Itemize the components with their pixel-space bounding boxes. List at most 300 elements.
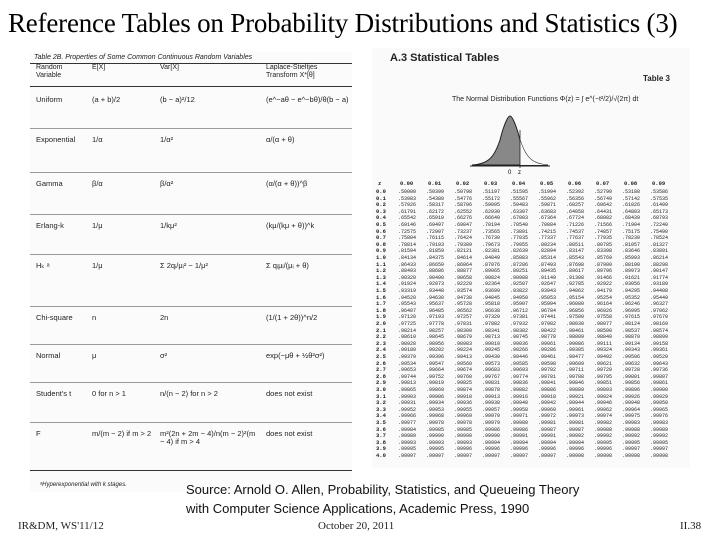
phi-value: .92922 xyxy=(594,281,613,288)
phi-value: .99674 xyxy=(454,367,473,374)
phi-value: .97320 xyxy=(482,314,501,321)
cell-mean: 1/μ xyxy=(92,261,103,270)
phi-value: .99865 xyxy=(398,387,417,393)
phi-value: .92507 xyxy=(510,281,529,288)
phi-value: .83398 xyxy=(594,248,613,255)
cell-var: m²(2n + 2m − 4)/n(m − 2)²(m − 4) if m > 4 xyxy=(160,429,256,446)
z-value: 0.4 xyxy=(376,214,386,222)
column-header: 0.00 xyxy=(400,180,414,187)
phi-value: .87076 xyxy=(482,261,501,268)
table-row-divider xyxy=(30,382,352,383)
phi-value: .99202 xyxy=(426,347,445,354)
phi-value: .79389 xyxy=(454,241,473,248)
z-value: 1.6 xyxy=(376,293,386,301)
phi-value: .83646 xyxy=(622,248,641,255)
phi-value: .91466 xyxy=(594,274,613,281)
phi-value: .92647 xyxy=(538,281,557,288)
phi-value: .99994 xyxy=(538,439,557,446)
axis-z-label: z xyxy=(518,170,521,176)
phi-value: .99995 xyxy=(398,446,417,453)
phi-value: .81057 xyxy=(622,241,641,248)
cell-lst: (α/(α + θ))^β xyxy=(266,179,308,188)
cell-name: Erlang-k xyxy=(36,221,64,230)
phi-value: .99987 xyxy=(566,426,585,433)
table-row-divider xyxy=(30,344,352,345)
phi-value: .99752 xyxy=(426,373,445,380)
phi-value: .99938 xyxy=(482,400,501,407)
phi-value: .94520 xyxy=(398,294,417,301)
phi-value: .71566 xyxy=(594,222,613,228)
phi-value: .98645 xyxy=(426,334,445,341)
phi-value: .89065 xyxy=(482,268,501,275)
z-value: 2.9 xyxy=(376,379,386,387)
cell-lst: does not exist xyxy=(266,389,313,398)
phi-value: .99903 xyxy=(398,393,417,400)
phi-value: .91621 xyxy=(622,274,641,281)
phi-value: .99994 xyxy=(482,439,501,446)
z-value: 3.1 xyxy=(376,392,386,400)
phi-value: .81327 xyxy=(650,241,669,248)
phi-value: .99992 xyxy=(622,433,641,440)
phi-value: .99430 xyxy=(482,354,501,360)
phi-value: .99989 xyxy=(650,426,669,433)
phi-value: .99997 xyxy=(622,446,641,453)
phi-value: .99693 xyxy=(510,367,529,374)
phi-value: .99324 xyxy=(594,347,613,354)
phi-value: .99760 xyxy=(454,373,473,380)
phi-value: .95543 xyxy=(398,301,417,308)
phi-value: .99955 xyxy=(454,406,473,413)
phi-value: .80785 xyxy=(594,241,613,248)
phi-value: .97257 xyxy=(454,314,473,321)
phi-value: .99976 xyxy=(650,413,669,420)
phi-value: .99991 xyxy=(538,433,557,440)
phi-value: .99305 xyxy=(566,347,585,354)
phi-value: .80234 xyxy=(538,241,557,248)
phi-value: .99982 xyxy=(594,420,613,426)
phi-value: .96995 xyxy=(622,307,641,314)
phi-value: .61409 xyxy=(650,202,669,209)
table-rule xyxy=(30,470,352,471)
cell-var: (b − a)²/12 xyxy=(160,95,195,104)
phi-value: .99910 xyxy=(454,393,473,400)
cell-name: Student's t xyxy=(36,389,72,398)
footer-date: October 20, 2011 xyxy=(318,520,395,532)
cell-lst: α/(α + θ) xyxy=(266,135,295,144)
phi-value: .86433 xyxy=(398,261,417,268)
phi-value: .99720 xyxy=(594,367,613,374)
phi-value: .99010 xyxy=(482,340,501,347)
phi-value: .99573 xyxy=(482,360,501,367)
phi-value: .99964 xyxy=(622,406,641,413)
phi-value: .99998 xyxy=(594,453,613,459)
phi-value: .78230 xyxy=(622,235,641,242)
phi-value: .99889 xyxy=(566,387,585,393)
phi-value: .95053 xyxy=(538,294,557,301)
phi-value: .99993 xyxy=(398,439,417,446)
phi-value: .65173 xyxy=(650,208,669,215)
phi-value: .99980 xyxy=(510,420,529,426)
phi-value: .97500 xyxy=(566,314,585,321)
phi-value: .97778 xyxy=(426,321,445,327)
phi-value: .99245 xyxy=(482,347,501,354)
phi-value: .99774 xyxy=(510,373,529,380)
phi-value: .99061 xyxy=(538,340,557,347)
phi-value: .99906 xyxy=(426,393,445,400)
phi-value: .99396 xyxy=(426,354,445,360)
z-value: 1.2 xyxy=(376,267,386,275)
header-mean: E[X] xyxy=(92,64,106,71)
phi-value: .99983 xyxy=(650,420,669,426)
phi-value: .99934 xyxy=(426,400,445,407)
phi-value: .84614 xyxy=(454,255,473,261)
phi-value: .61791 xyxy=(398,208,417,215)
cell-mean: m/(m − 2) if m > 2 xyxy=(92,429,152,438)
phi-value: .95254 xyxy=(594,294,613,301)
phi-value: .79103 xyxy=(426,241,445,248)
z-value: 0.9 xyxy=(376,247,386,255)
phi-value: .97725 xyxy=(398,321,417,327)
phi-value: .62172 xyxy=(426,208,445,215)
phi-value: .93943 xyxy=(538,288,557,294)
phi-value: .97441 xyxy=(538,314,557,321)
cell-name: Chi-square xyxy=(36,313,73,322)
phi-value: .99598 xyxy=(538,360,557,367)
phi-value: .99819 xyxy=(426,380,445,387)
z-value: 1.1 xyxy=(376,260,386,268)
phi-value: .93699 xyxy=(482,288,501,294)
z-value: 2.4 xyxy=(376,346,386,354)
phi-value: .99744 xyxy=(398,373,417,380)
z-value: 0.7 xyxy=(376,234,386,242)
phi-value: .96246 xyxy=(622,301,641,308)
phi-value: .99900 xyxy=(650,387,669,393)
phi-value: .98214 xyxy=(398,327,417,334)
phi-value: .97128 xyxy=(398,314,417,321)
phi-value: .54380 xyxy=(426,195,445,202)
phi-value: .94295 xyxy=(622,288,641,294)
z-value: 2.8 xyxy=(376,372,386,380)
phi-value: .99841 xyxy=(538,380,557,387)
phi-value: .99547 xyxy=(426,360,445,367)
column-header: 0.04 xyxy=(512,180,526,187)
phi-value: .61026 xyxy=(622,202,641,209)
phi-value: .99996 xyxy=(594,446,613,453)
column-header: z xyxy=(378,180,382,187)
phi-value: .99736 xyxy=(650,367,669,374)
phi-value: .82121 xyxy=(454,248,473,255)
phi-value: .96327 xyxy=(650,301,669,308)
phi-value: .97381 xyxy=(510,314,529,321)
phi-value: .86214 xyxy=(650,255,669,261)
phi-value: .63683 xyxy=(538,208,557,215)
phi-value: .99379 xyxy=(398,354,417,360)
phi-value: .99997 xyxy=(538,453,557,459)
phi-value: .88877 xyxy=(454,268,473,275)
phi-value: .99977 xyxy=(398,420,417,426)
phi-value: .96562 xyxy=(454,307,473,314)
cell-lst: (1/(1 + 2θ))^n/2 xyxy=(266,313,318,322)
header-variance: Var[X] xyxy=(160,64,179,71)
phi-value: .60642 xyxy=(594,202,613,209)
phi-value: .87286 xyxy=(510,261,529,268)
phi-value: .99807 xyxy=(650,373,669,380)
phi-value: .99836 xyxy=(510,380,529,387)
phi-value: .95994 xyxy=(538,301,557,308)
phi-value: .99998 xyxy=(622,453,641,459)
phi-value: .81594 xyxy=(398,248,417,255)
phi-value: .64431 xyxy=(594,208,613,215)
phi-value: .99506 xyxy=(622,354,641,360)
phi-value: .99343 xyxy=(622,347,641,354)
source-line-1: Source: Arnold O. Allen, Probability, Statistics, and Queueing Theory xyxy=(186,482,580,497)
phi-value: .84134 xyxy=(398,255,417,261)
phi-value: .83891 xyxy=(650,248,669,255)
z-value: 1.3 xyxy=(376,273,386,281)
phi-value: .99969 xyxy=(454,413,473,420)
phi-value: .59483 xyxy=(510,202,529,209)
phi-value: .99825 xyxy=(454,380,473,387)
phi-value: .99974 xyxy=(594,413,613,420)
z-value: 3.3 xyxy=(376,405,386,413)
phi-value: .96485 xyxy=(426,307,445,314)
cell-var: 2n xyxy=(160,313,169,322)
phi-value: .90147 xyxy=(650,268,669,275)
phi-value: .99993 xyxy=(454,439,473,446)
phi-value: .99492 xyxy=(594,354,613,360)
phi-value: .99994 xyxy=(566,439,585,446)
phi-value: .99984 xyxy=(398,426,417,433)
phi-value: .69497 xyxy=(426,222,445,228)
cell-lst: (e^−aθ − e^−bθ)/θ(b − a) xyxy=(266,95,349,104)
phi-value: .96407 xyxy=(398,307,417,314)
z-value: 2.7 xyxy=(376,366,386,374)
z-value: 1.5 xyxy=(376,287,386,294)
phi-value: .63307 xyxy=(510,208,529,215)
source-citation xyxy=(186,480,706,518)
phi-value: .99981 xyxy=(566,420,585,426)
phi-value: .95818 xyxy=(482,301,501,308)
phi-value: .90490 xyxy=(426,274,445,281)
table-row-divider xyxy=(30,254,352,255)
phi-value: .87900 xyxy=(594,261,613,268)
phi-value: .99968 xyxy=(426,413,445,420)
phi-value: .99960 xyxy=(538,406,557,413)
phi-value: .75175 xyxy=(622,228,641,235)
table-row-divider xyxy=(30,214,352,215)
phi-value: .92073 xyxy=(426,281,445,288)
phi-value: .99913 xyxy=(482,393,501,400)
phi-value: .97831 xyxy=(454,321,473,327)
phi-value: .73237 xyxy=(454,228,473,235)
phi-value: .86864 xyxy=(454,261,473,268)
phi-value: .94062 xyxy=(566,288,585,294)
normal-distribution-table xyxy=(372,48,690,468)
phi-value: .99520 xyxy=(650,354,669,360)
phi-value: .59095 xyxy=(482,202,501,209)
phi-value: .99986 xyxy=(482,426,501,433)
table-row-divider xyxy=(30,172,352,173)
phi-value: .99918 xyxy=(538,393,557,400)
phi-value: .99978 xyxy=(426,420,445,426)
phi-value: .98574 xyxy=(650,327,669,334)
phi-value: .98300 xyxy=(454,327,473,334)
phi-value: .66276 xyxy=(454,215,473,222)
phi-value: .99988 xyxy=(622,426,641,433)
phi-value: .77637 xyxy=(566,235,585,242)
phi-value: .53586 xyxy=(650,189,669,195)
phi-value: .94179 xyxy=(594,288,613,294)
phi-value: .99996 xyxy=(510,446,529,453)
phi-value: .56356 xyxy=(566,195,585,202)
phi-value: .77935 xyxy=(594,235,613,242)
phi-value: .65910 xyxy=(426,215,445,222)
header-transform: Laplace-Stieltjes Transform X*[θ] xyxy=(266,64,318,79)
phi-value: .99767 xyxy=(482,373,501,380)
phi-value: .99994 xyxy=(510,439,529,446)
phi-value: .91308 xyxy=(566,274,585,281)
phi-value: .98713 xyxy=(482,334,501,341)
phi-value: .98500 xyxy=(594,327,613,334)
phi-value: .99801 xyxy=(622,373,641,380)
phi-value: .99989 xyxy=(398,433,417,440)
phi-value: .70540 xyxy=(510,222,529,228)
cell-name: Gamma xyxy=(36,179,63,188)
phi-value: .90320 xyxy=(398,274,417,281)
phi-value: .99940 xyxy=(510,400,529,407)
phi-value: .76424 xyxy=(454,235,473,242)
phi-value: .99973 xyxy=(566,413,585,420)
phi-value: .53983 xyxy=(398,195,417,202)
phi-value: .99997 xyxy=(650,446,669,453)
phi-value: .99991 xyxy=(510,433,529,440)
phi-value: .68793 xyxy=(650,215,669,222)
phi-value: .68082 xyxy=(594,215,613,222)
phi-value: .99728 xyxy=(622,367,641,374)
phi-value: .88298 xyxy=(650,261,669,268)
phi-value: .70884 xyxy=(538,222,557,228)
phi-value: .99961 xyxy=(566,406,585,413)
phi-value: .55962 xyxy=(538,195,557,202)
phi-value: .99893 xyxy=(594,387,613,393)
phi-value: .80511 xyxy=(566,241,585,248)
phi-value: .50798 xyxy=(454,189,473,195)
phi-value: .78524 xyxy=(650,235,669,242)
phi-value: .94408 xyxy=(650,288,669,294)
phi-value: .82894 xyxy=(538,248,557,255)
cell-lst: (kμ/(kμ + θ))^k xyxy=(266,221,315,230)
phi-value: .99946 xyxy=(594,400,613,407)
phi-value: .99477 xyxy=(566,354,585,360)
footer-course: IR&DM, WS'11/12 xyxy=(18,520,104,532)
phi-value: .98679 xyxy=(454,334,473,341)
phi-value: .99992 xyxy=(566,433,585,440)
phi-value: .92364 xyxy=(482,281,501,288)
phi-value: .99846 xyxy=(566,380,585,387)
cell-lst: does not exist xyxy=(266,429,313,438)
phi-value: .99971 xyxy=(510,413,529,420)
phi-value: .99985 xyxy=(454,426,473,433)
phi-value: .99958 xyxy=(510,406,529,413)
source-line-2: with Computer Science Applications, Academic Press, 1990 xyxy=(186,501,530,516)
phi-value: .99831 xyxy=(482,380,501,387)
plot-label: The Normal Distribution Functions Φ(z) = ∫ e^(−t²/2)/√(2π) dt xyxy=(452,96,639,103)
phi-value: .99972 xyxy=(538,413,557,420)
phi-value: .99702 xyxy=(538,367,557,374)
z-value: 0.8 xyxy=(376,240,386,248)
phi-value: .89796 xyxy=(594,268,613,275)
cell-mean: μ xyxy=(92,351,97,360)
phi-value: .99882 xyxy=(510,387,529,393)
phi-value: .99997 xyxy=(426,453,445,459)
phi-value: .99851 xyxy=(594,380,613,387)
phi-value: .67003 xyxy=(510,215,529,222)
phi-value: .97062 xyxy=(650,307,669,314)
z-value: 1.9 xyxy=(376,313,386,321)
z-value: 1.0 xyxy=(376,254,386,261)
cell-name: Hₖ ᵃ xyxy=(36,261,50,270)
phi-value: .99931 xyxy=(398,400,417,407)
phi-value: .75490 xyxy=(650,228,669,235)
phi-value: .99446 xyxy=(510,354,529,360)
phi-value: .97558 xyxy=(594,314,613,321)
phi-value: .93319 xyxy=(398,288,417,294)
phi-value: .96164 xyxy=(594,301,613,308)
axis-zero-label: 0 xyxy=(508,170,512,176)
phi-value: .88686 xyxy=(426,268,445,275)
z-value: 3.7 xyxy=(376,432,386,440)
phi-value: .99926 xyxy=(622,393,641,400)
z-value: 3.5 xyxy=(376,419,386,426)
phi-value: .93056 xyxy=(622,281,641,288)
phi-value: .99942 xyxy=(538,400,557,407)
phi-value: .66640 xyxy=(482,215,501,222)
z-value: 4.0 xyxy=(376,452,386,459)
slide-title: Reference Tables on Probability Distributions and Statistics (3) xyxy=(8,8,678,38)
phi-value: .95154 xyxy=(566,294,585,301)
phi-value: .99874 xyxy=(454,387,473,393)
phi-value: .88100 xyxy=(622,261,641,268)
phi-value: .95637 xyxy=(426,301,445,308)
phi-value: .64803 xyxy=(622,208,641,215)
phi-value: .88493 xyxy=(398,268,417,275)
phi-value: .50000 xyxy=(398,189,417,195)
phi-value: .99996 xyxy=(482,446,501,453)
phi-value: .52790 xyxy=(594,189,613,195)
phi-value: .99461 xyxy=(538,354,557,360)
phi-value: .98983 xyxy=(454,340,473,347)
phi-value: .99361 xyxy=(650,347,669,354)
phi-value: .98077 xyxy=(594,321,613,327)
phi-value: .99878 xyxy=(482,387,501,393)
phi-value: .85543 xyxy=(566,255,585,261)
cell-var: 1/α² xyxy=(160,135,174,144)
phi-value: .99985 xyxy=(426,426,445,433)
z-value: 3.9 xyxy=(376,445,386,453)
table-row-divider xyxy=(30,128,352,129)
phi-value: .74857 xyxy=(594,228,613,235)
phi-value: .99856 xyxy=(622,380,641,387)
phi-value: .99983 xyxy=(622,420,641,426)
cell-mean: 1/μ xyxy=(92,221,103,230)
phi-value: .89251 xyxy=(510,268,529,275)
z-value: 2.1 xyxy=(376,326,386,334)
phi-value: .69847 xyxy=(454,222,473,228)
phi-value: .98870 xyxy=(622,334,641,341)
phi-value: .92220 xyxy=(454,281,473,288)
phi-value: .94738 xyxy=(454,294,473,301)
phi-value: .99990 xyxy=(482,433,501,440)
